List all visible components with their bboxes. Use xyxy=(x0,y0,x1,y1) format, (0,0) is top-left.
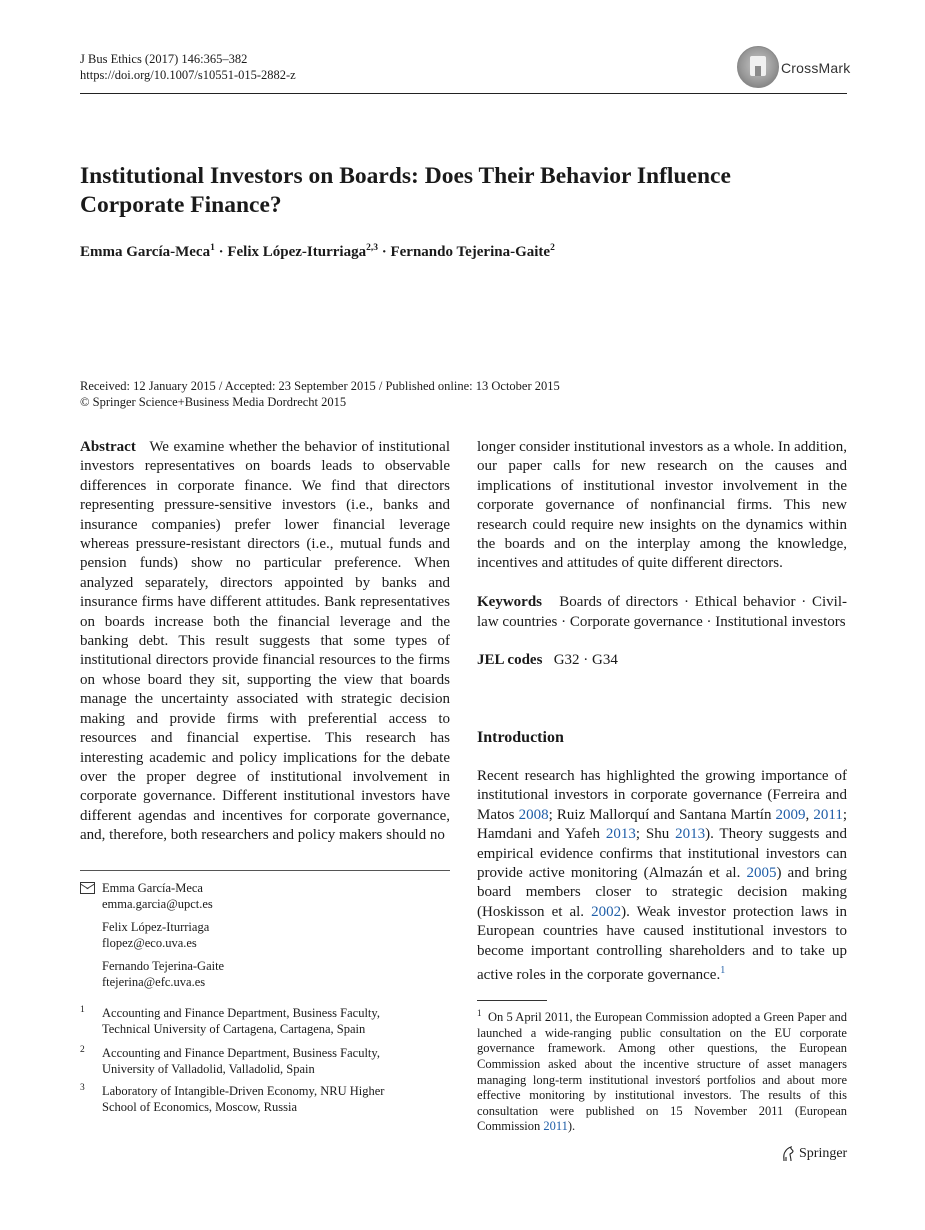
footnote-divider xyxy=(477,1000,547,1001)
intro-text-segment: ; Shu xyxy=(635,826,676,843)
contact-entry xyxy=(102,880,450,912)
affiliation-3 xyxy=(80,1083,450,1115)
contact-email[interactable]: flopez@eco.uva.es xyxy=(102,936,197,950)
citation-link[interactable]: 2002 xyxy=(591,903,622,920)
crossmark-icon xyxy=(737,46,779,88)
springer-horse-icon xyxy=(781,1146,795,1162)
keywords-text: Boards of directors · Ethical behavior · Civil-law countries · Corporate governance · Institutional investors xyxy=(477,594,848,630)
publisher-name: Springer xyxy=(799,1146,848,1161)
affiliation-line: Accounting and Finance Department, Business Faculty, xyxy=(102,1006,380,1020)
affiliation-line: School of Economics, Moscow, Russia xyxy=(102,1100,298,1114)
contact-name: Emma García-Meca xyxy=(102,881,203,895)
publisher-logo xyxy=(781,1146,847,1162)
jel-text: G32 · G34 xyxy=(553,652,618,669)
intro-text-segment: ). Theory suggests and empirical evidence confirms that institutional investors can provide active monitoring (Almazán et al. xyxy=(477,826,847,882)
contact-email[interactable]: ftejerina@efc.uva.es xyxy=(102,975,206,989)
contact-name: Fernando Tejerina-Gaite xyxy=(102,959,225,973)
citation-link[interactable]: 2013 xyxy=(605,826,636,843)
title-line-2: Corporate Finance? xyxy=(80,192,282,218)
header-divider xyxy=(80,93,847,94)
jel-codes xyxy=(477,651,847,670)
citation-link[interactable]: 2005 xyxy=(746,865,777,882)
contact-entry xyxy=(102,958,450,990)
footnote-number: 1 xyxy=(477,1008,482,1018)
crossmark-badge[interactable] xyxy=(735,46,851,90)
affiliation-line: University of Valladolid, Valladolid, Spain xyxy=(102,1062,315,1076)
author-2-affil: 2,3 xyxy=(366,243,378,253)
author-separator: · xyxy=(214,244,228,260)
journal-citation: J Bus Ethics (2017) 146:365–382 xyxy=(80,52,248,66)
affiliation-1 xyxy=(80,1005,450,1037)
author-list xyxy=(80,243,555,261)
dates-line: Received: 12 January 2015 / Accepted: 23 September 2015 / Published online: 13 October 2015 xyxy=(80,379,560,393)
journal-header xyxy=(80,51,296,83)
publication-dates xyxy=(80,378,560,410)
envelope-icon xyxy=(80,882,95,894)
contact-divider xyxy=(80,870,450,871)
affiliation-line: Accounting and Finance Department, Business Faculty, xyxy=(102,1046,380,1060)
doi-link[interactable]: https://doi.org/10.1007/s10551-015-2882-z xyxy=(80,68,296,82)
keywords-label: Keywords xyxy=(477,594,542,611)
affiliation-text xyxy=(102,1005,450,1037)
footnote-end: ). xyxy=(567,1119,576,1134)
introduction-text xyxy=(477,767,847,985)
crossmark-label: CrossMark xyxy=(781,60,851,76)
title-line-1: Institutional Investors on Boards: Does Their Behavior Influence xyxy=(80,163,731,189)
citation-link[interactable]: 2011 xyxy=(813,806,843,823)
affiliation-number: 2 xyxy=(80,1045,85,1055)
citation-link[interactable]: 2013 xyxy=(675,826,706,843)
intro-text-segment: ). Weak investor protection laws in European countries have caused institutional investors to become important controlling shareholders and to take up active roles in the corporate governance. xyxy=(477,903,847,984)
citation-link[interactable]: 2009 xyxy=(775,806,806,823)
contact-email[interactable]: emma.garcia@upct.es xyxy=(102,897,213,911)
abstract-left-column xyxy=(80,438,450,846)
intro-text-segment: ; Hamdani and Yafeh xyxy=(477,806,848,843)
footnote-1 xyxy=(477,1006,847,1135)
copyright-line: © Springer Science+Business Media Dordrecht 2015 xyxy=(80,395,347,409)
affiliation-text xyxy=(102,1045,450,1077)
intro-text-segment: , xyxy=(805,806,814,823)
author-1[interactable]: Emma García-Meca xyxy=(80,244,211,260)
affiliation-number: 1 xyxy=(80,1005,85,1015)
abstract-text: We examine whether the behavior of institutional investors representatives on boards leads to observable differences in corporate finance. We find that directors representing pressure-sensitive investors (i.e., banks and insurance companies) prefer lower financial leverage whereas pressure-resistant directors (i.e., mutual funds and pension funds) show no particular preference. When analyzed separately, directors appointed by banks and insurance firms have different attitudes. Bank representatives on boards increase both the financial leverage and the banking debt. This result suggests that some types of institutional directors provide financial resources to the firms on whose board they sit, supporting the view that boards manage the uncertainty associated with strategic decision making and provide firms with preferential access to resources and financial expertise. This research has interesting academic and policy implications for the debate over the proper degree of institutional involvement in corporate governance. Different institutional investors have different agendas and incentives for corporate governance, and, therefore, both researchers and policy makers should no xyxy=(80,439,451,844)
affiliation-line: Technical University of Cartagena, Cartagena, Spain xyxy=(102,1022,366,1036)
abstract-right-column xyxy=(477,438,847,671)
author-separator: · xyxy=(377,244,391,260)
intro-text-segment: Recent research has highlighted the growing importance of institutional investors in corporate governance (Ferreira and Matos xyxy=(477,768,847,823)
intro-text-segment: ; Ruiz Mallorquí and Santana Martín xyxy=(548,806,776,823)
citation-link[interactable]: 2008 xyxy=(518,806,549,823)
author-2[interactable]: Felix López-Iturriaga xyxy=(227,244,367,260)
contact-entry xyxy=(102,919,450,951)
affiliation-2 xyxy=(80,1045,450,1077)
footnote-marker[interactable]: 1 xyxy=(720,965,726,977)
author-3-affil: 2 xyxy=(550,243,555,253)
author-1-affil: 1 xyxy=(210,243,215,253)
corresponding-contacts xyxy=(80,880,450,997)
author-3[interactable]: Fernando Tejerina-Gaite xyxy=(390,244,551,260)
section-heading-introduction: Introduction xyxy=(477,729,564,746)
abstract-continued: longer consider institutional investors as a whole. In addition, our paper calls for new research on the causes and implications of institutional investor involvement in the corporate governance of nonfinancial firms. This new research could require new insights on the dynamics within the boards and on the interplay among the knowledge, incentives and attitudes of quite different directors. xyxy=(477,439,847,572)
affiliation-text xyxy=(102,1083,450,1115)
article-title xyxy=(80,162,847,220)
jel-label: JEL codes xyxy=(477,652,543,669)
citation-link[interactable]: 2011 xyxy=(543,1119,568,1134)
footnote-text: On 5 April 2011, the European Commission adopted a Green Paper and launched a wide-ranging public consultation on the EU corporate governance framework. Among other questions, the European Commission asked about the incentive structure of asset managers managing long-term institutional investorś portfolios and about more effective monitoring by institutional investors. The results of this consultation were published on 15 November 2011 (European Commission xyxy=(477,1010,848,1134)
abstract-label: Abstract xyxy=(80,439,136,455)
intro-text-segment: ) and bring board members closer to strategic decision making (Hoskisson et al. xyxy=(477,865,847,920)
keywords xyxy=(477,593,847,632)
affiliation-line: Laboratory of Intangible-Driven Economy, NRU Higher xyxy=(102,1084,385,1098)
affiliation-number: 3 xyxy=(80,1083,85,1093)
contact-name: Felix López-Iturriaga xyxy=(102,920,210,934)
